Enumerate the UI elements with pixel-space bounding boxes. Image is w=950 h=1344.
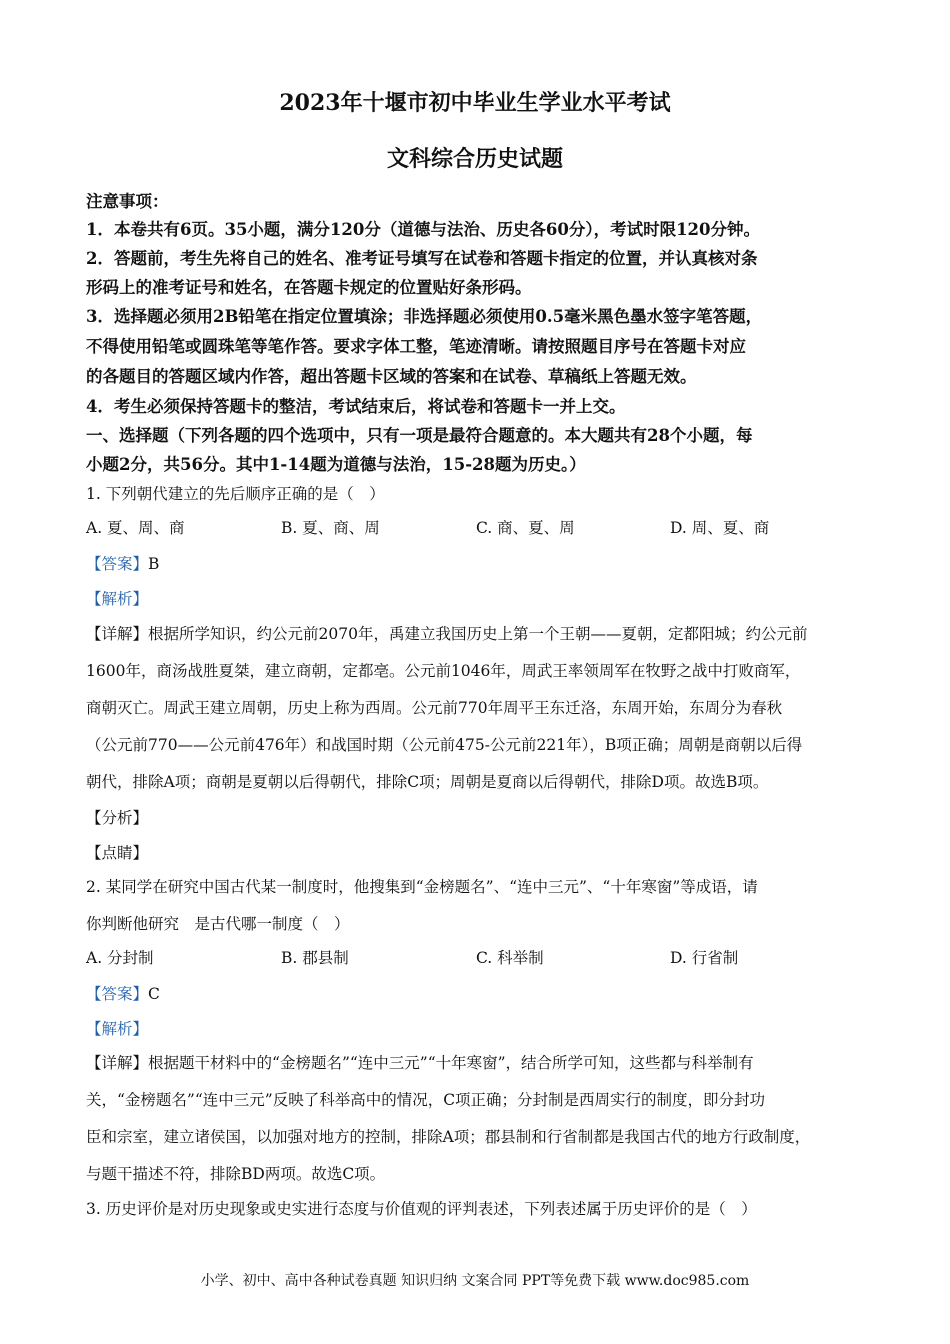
notice-line: 1．本卷共有6页。35小题，满分120分（道德与法治、历史各60分），考试时限120分钟。 xyxy=(86,220,761,239)
q1-comment-heading: 【点睛】 xyxy=(86,844,149,862)
question-2-stem: 你判断他研究 是古代哪一制度（ ） xyxy=(86,915,350,933)
question-2-stem: 2. 某同学在研究中国古代某一制度时，他搜集到“金榜题名”、“连中三元”、“十年寒窗”等成语，请 xyxy=(86,878,758,896)
q1-detail-line: 商朝灭亡。周武王建立周朝，历史上称为西周。公元前770年周平王东迁洛，东周开始，东周分为春秋 xyxy=(86,699,783,717)
section-heading: 小题2分，共56分。其中1-14题为道德与法治，15-28题为历史。） xyxy=(86,455,586,474)
q2-option-b: B. 郡县制 xyxy=(281,949,349,967)
q2-detail-line: 臣和宗室，建立诸侯国，以加强对地方的控制，排除A项；郡县制和行省制都是我国古代的地方行政制度， xyxy=(86,1128,811,1146)
q2-analysis-tag: 【解析】 xyxy=(86,1020,149,1038)
notice-heading: 注意事项： xyxy=(86,192,169,211)
question-1-stem: 1. 下列朝代建立的先后顺序正确的是（ ） xyxy=(86,485,385,503)
exam-subtitle: 文科综合历史试题 xyxy=(386,146,563,172)
q2-answer xyxy=(86,982,876,1004)
section-heading: 一、选择题（下列各题的四个选项中，只有一项是最符合题意的。本大题共有28个小题，每 xyxy=(86,426,753,445)
q2-option-c: C. 科举制 xyxy=(476,949,544,967)
notice-line: 2．答题前，考生先将自己的姓名、准考证号填写在试卷和答题卡指定的位置，并认真核对条 xyxy=(86,249,758,268)
notice-line: 4．考生必须保持答题卡的整洁，考试结束后，将试卷和答题卡一并上交。 xyxy=(86,397,626,416)
notice-line: 不得使用铅笔或圆珠笔等笔作答。要求字体工整，笔迹清晰。请按照题目序号在答题卡对应 xyxy=(86,337,746,356)
page-footer: 小学、初中、高中各种试卷真题 知识归纳 文案合同 PPT等免费下载 www.doc985.com xyxy=(200,1273,750,1289)
q1-detail-line: 朝代，排除A项；商朝是夏朝以后得朝代，排除C项；周朝是夏商以后得朝代，排除D项。故选B项。 xyxy=(86,773,769,791)
detail-tag: 【详解】 xyxy=(86,625,149,643)
q1-detail-line: （公元前770——公元前476年）和战国时期（公元前475-公元前221年），B项正确；周朝是商朝以后得 xyxy=(86,736,803,754)
notice-line: 的各题目的答题区域内作答，超出答题卡区域的答案和在试卷、草稿纸上答题无效。 xyxy=(86,367,697,386)
notice-line: 形码上的准考证号和姓名，在答题卡规定的位置贴好条形码。 xyxy=(86,278,532,297)
q1-option-d: D. 周、夏、商 xyxy=(670,519,770,537)
q2-detail-line: 与题干描述不符，排除BD两项。故选C项。 xyxy=(86,1165,386,1183)
q2-detail-line: 关，“金榜题名”“连中三元”反映了科举高中的情况，C项正确；分封制是西周实行的制度，即分封功 xyxy=(86,1091,766,1109)
q1-option-c: C. 商、夏、周 xyxy=(476,519,575,537)
q1-option-a: A. 夏、周、商 xyxy=(86,519,185,537)
q1-option-b: B. 夏、商、周 xyxy=(281,519,380,537)
exam-title: 2023年十堰市初中毕业生学业水平考试 xyxy=(279,90,671,116)
q1-detail-line xyxy=(86,622,876,644)
detail-tag: 【详解】 xyxy=(86,1054,149,1072)
q2-option-a: A. 分封制 xyxy=(86,949,154,967)
detail-text: 根据题干材料中的“金榜题名”“连中三元”“十年寒窗”，结合所学可知，这些都与科举制有 xyxy=(148,1054,754,1072)
q2-detail-line xyxy=(86,1051,876,1073)
question-3-stem: 3. 历史评价是对历史现象或史实进行态度与价值观的评判表述，下列表述属于历史评价的是（ ） xyxy=(86,1200,757,1218)
detail-text: 根据所学知识，约公元前2070年，禹建立我国历史上第一个王朝——夏朝，定都阳城；约公元前 xyxy=(148,625,808,643)
q1-answer xyxy=(86,552,876,574)
q1-analysis-tag: 【解析】 xyxy=(86,590,149,608)
q1-detail-line: 1600年，商汤战胜夏桀，建立商朝，定都亳。公元前1046年，周武王率领周军在牧野之战中打败商军， xyxy=(86,662,801,680)
notice-line: 3．选择题必须用2B铅笔在指定位置填涂；非选择题必须使用0.5毫米黑色墨水签字笔答题， xyxy=(86,307,763,326)
answer-value: C xyxy=(148,985,160,1003)
q2-option-d: D. 行省制 xyxy=(670,949,739,967)
answer-value: B xyxy=(148,555,160,573)
q1-analysis-heading: 【分析】 xyxy=(86,809,149,827)
answer-tag: 【答案】 xyxy=(86,985,149,1003)
answer-tag: 【答案】 xyxy=(86,555,149,573)
